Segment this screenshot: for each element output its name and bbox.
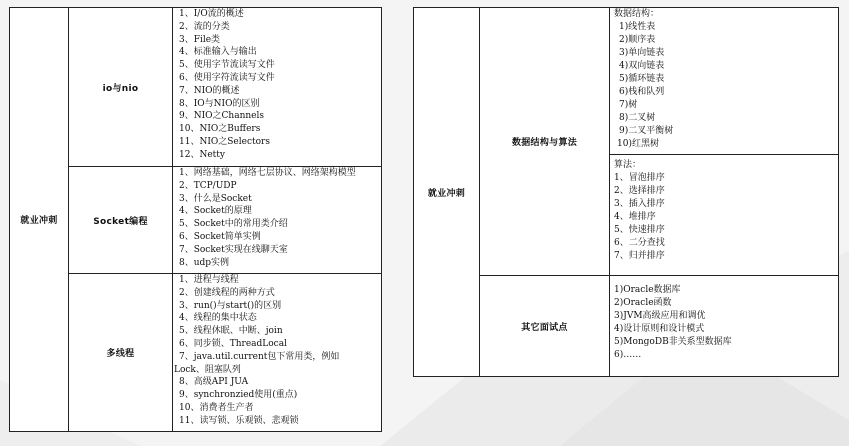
list-item: 6)…… — [614, 350, 642, 360]
list-item: 7)树 — [619, 100, 638, 110]
list-item: 9、synchronzied使用(重点) — [179, 390, 298, 401]
left-topic-table — [9, 7, 382, 432]
list-item: 5)循环链表 — [619, 74, 665, 84]
topic-cell-data-structures: 数据结构与算法 — [480, 8, 610, 276]
item-list-socket — [173, 167, 382, 274]
list-item: 8、udp实例 — [179, 257, 230, 268]
list-item: 7、归并排序 — [614, 251, 665, 261]
item-list-multithreading — [173, 274, 382, 432]
item-list-algorithms — [610, 155, 839, 276]
category-cell: 就业冲刺 — [414, 8, 480, 377]
list-item: 1、I/O流的概述 — [179, 9, 244, 19]
list-item: 4、Socket的原理 — [179, 206, 252, 217]
list-item: 7、NIO的概述 — [179, 85, 240, 96]
list-item: 3、插入排序 — [614, 199, 665, 209]
list-item: 6、使用字符流读写文件 — [179, 72, 275, 83]
list-item: 4)设计原则和设计模式 — [614, 324, 705, 334]
list-item: 7、Socket实现在线聊天室 — [179, 244, 288, 255]
list-item: 8、IO与NIO的区别 — [179, 98, 260, 109]
list-item: 6)栈和队列 — [619, 87, 665, 97]
topic-cell-io-nio: io与nio — [69, 8, 173, 167]
list-item: 1)Oracle数据库 — [614, 285, 681, 295]
category-cell: 就业冲刺 — [10, 8, 69, 432]
list-item: 5)MongoDB非关系型数据库 — [614, 337, 732, 347]
list-item: 9、NIO之Channels — [179, 111, 264, 122]
list-item: 1、冒泡排序 — [614, 173, 665, 183]
list-item: 6、二分查找 — [614, 238, 665, 248]
list-item: 8)二叉树 — [619, 113, 656, 123]
list-item: 4、堆排序 — [614, 212, 656, 222]
list-item: 3)单向链表 — [619, 48, 665, 58]
list-item: 10)红黑树 — [617, 139, 659, 149]
item-list-io-nio — [173, 8, 382, 167]
list-item: 4、标准输入与输出 — [179, 47, 257, 58]
list-item: 1)线性表 — [619, 22, 656, 32]
topic-cell-socket: Socket编程 — [69, 167, 173, 274]
list-item: 6、Socket简单实例 — [179, 231, 261, 242]
list-item: 6、同步锁、ThreadLocal — [179, 338, 287, 349]
list-item: 9)二叉平衡树 — [619, 126, 674, 136]
list-item: 5、线程休眠、中断、join — [179, 326, 283, 337]
list-item: 5、快速排序 — [614, 225, 665, 235]
list-item: 3、什么是Socket — [179, 193, 252, 204]
right-topic-table — [413, 7, 839, 377]
list-item: Lock、阻塞队列 — [174, 364, 241, 375]
list-item: 数据结构： — [614, 9, 660, 19]
list-item: 2、TCP/UDP — [179, 180, 237, 191]
topic-cell-other-interview: 其它面试点 — [480, 276, 610, 377]
list-item: 5、Socket中的常用类介绍 — [179, 219, 288, 230]
list-item: 2、选择排序 — [614, 186, 665, 196]
list-item: 12、Netty — [179, 149, 225, 160]
list-item: 11、NIO之Selectors — [179, 136, 270, 147]
list-item: 8、高级API JUA — [179, 377, 249, 388]
list-item: 3、File类 — [179, 34, 221, 45]
list-item: 4、线程的集中状态 — [179, 313, 257, 324]
list-item: 10、消费者生产者 — [179, 402, 254, 413]
list-item: 5、使用字节流读写文件 — [179, 60, 275, 71]
item-list-other-interview — [610, 276, 839, 377]
list-item: 1、网络基础，网络七层协议、网络架构模型 — [179, 168, 356, 178]
item-list-data-structures — [610, 8, 839, 155]
list-item: 2)顺序表 — [619, 35, 656, 45]
list-item: 2、流的分类 — [179, 21, 230, 32]
list-item: 4)双向链表 — [619, 61, 665, 71]
topic-cell-multithreading: 多线程 — [69, 274, 173, 432]
list-item: 11、读写锁、乐观锁、悲观锁 — [179, 415, 299, 426]
list-item: 10、NIO之Buffers — [179, 124, 261, 135]
list-item: 1、进程与线程 — [179, 275, 239, 285]
list-item: 3、run()与start()的区别 — [179, 300, 282, 311]
list-item: 3)JVM高级应用和调优 — [614, 311, 706, 321]
list-item: 算法： — [614, 160, 642, 170]
list-item: 2、创建线程的两种方式 — [179, 287, 275, 298]
list-item: 7、java.util.current包下常用类，例如 — [179, 351, 340, 362]
list-item: 2)Oracle函数 — [614, 298, 672, 308]
